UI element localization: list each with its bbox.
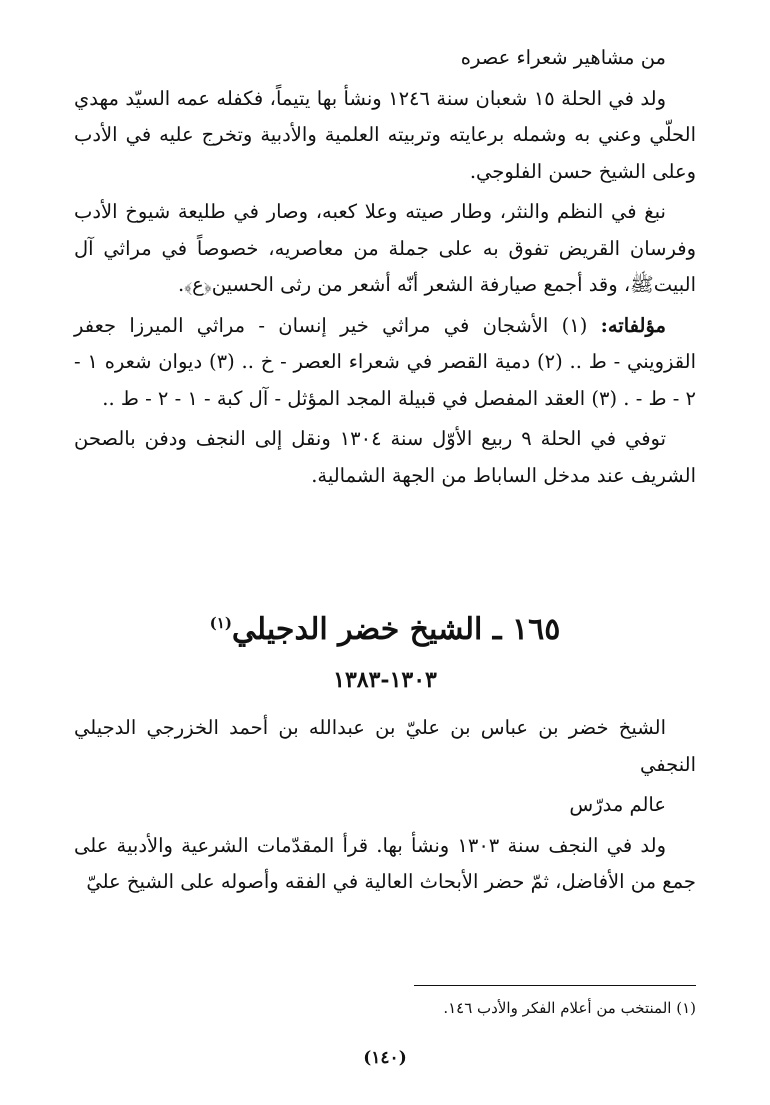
death-paragraph: توفي في الحلة ٩ ربيع الأوّل سنة ١٣٠٤ ونقل إلى النجف ودفن بالصحن الشريف عند مدخل الساباط من الجهة الشمالية. — [74, 427, 696, 487]
works-label: مؤلفاته: — [600, 313, 666, 337]
entry-birth-paragraph: ولد في النجف سنة ١٣٠٣ ونشأ بها. قرأ المقدّمات الشرعية والأدبية على جمع من الأفاضل، ثمّ حضر الأبحاث العالية في الفقه وأصوله على الشيخ عليّ — [74, 833, 696, 893]
works-list: (١) الأشجان في مراثي خير إنسان - مراثي الميرزا جعفر القزويني - ط .. (٢) دمية القصر في شعراء العصر - خ .. (٣) ديوان شعره ١ - ٢ - ط - . (٣) العقد المفصل في قبيلة المجد المؤثل - آل كبة - ١ - ٢ - ط .. — [74, 313, 696, 410]
footnote: (١) المنتخب من أعلام الفكر والأدب ١٤٦. — [443, 999, 696, 1017]
previous-entry-text — [74, 40, 696, 494]
role-line: عالم مدرّس — [569, 793, 666, 816]
page-number: (١٤٠) — [363, 1048, 407, 1068]
entry-heading — [0, 603, 770, 650]
birth-paragraph: ولد في الحلة ١٥ شعبان سنة ١٢٤٦ ونشأ بها يتيماً، فكفله عمه السيّد مهدي الحلّي وعني به وشمله برعايته وتربيته العلمية والأدبية وتخرج عليه في الأدب وعلى الشيخ حسن الفلوجي. — [74, 86, 696, 183]
entry-title: ١٦٥ ـ الشيخ خضر الدجيلي — [231, 612, 561, 647]
fame-paragraph: نبغ في النظم والنثر، وطار صيته وعلا كعبه، وصار في طليعة شيوخ الأدب وفرسان القريض تفوق به على جملة من معاصريه، خصوصاً في مراثي آل البيتﷺ، وقد أجمع صيارفة الشعر أنّه أشعر من رثى الحسين﴿ع﴾. — [74, 200, 696, 296]
footnote-divider — [414, 985, 696, 986]
entry-years: ١٣٠٣-١٣٨٣ — [333, 667, 437, 693]
entry-text — [74, 710, 696, 901]
intro-line: من مشاهير شعراء عصره — [460, 46, 666, 69]
works-paragraph — [74, 308, 696, 418]
name-paragraph: الشيخ خضر بن عباس بن عليّ بن عبدالله بن أحمد الخزرجي الدجيلي النجفي — [74, 716, 696, 776]
footnote-marker: (١) — [209, 614, 232, 632]
